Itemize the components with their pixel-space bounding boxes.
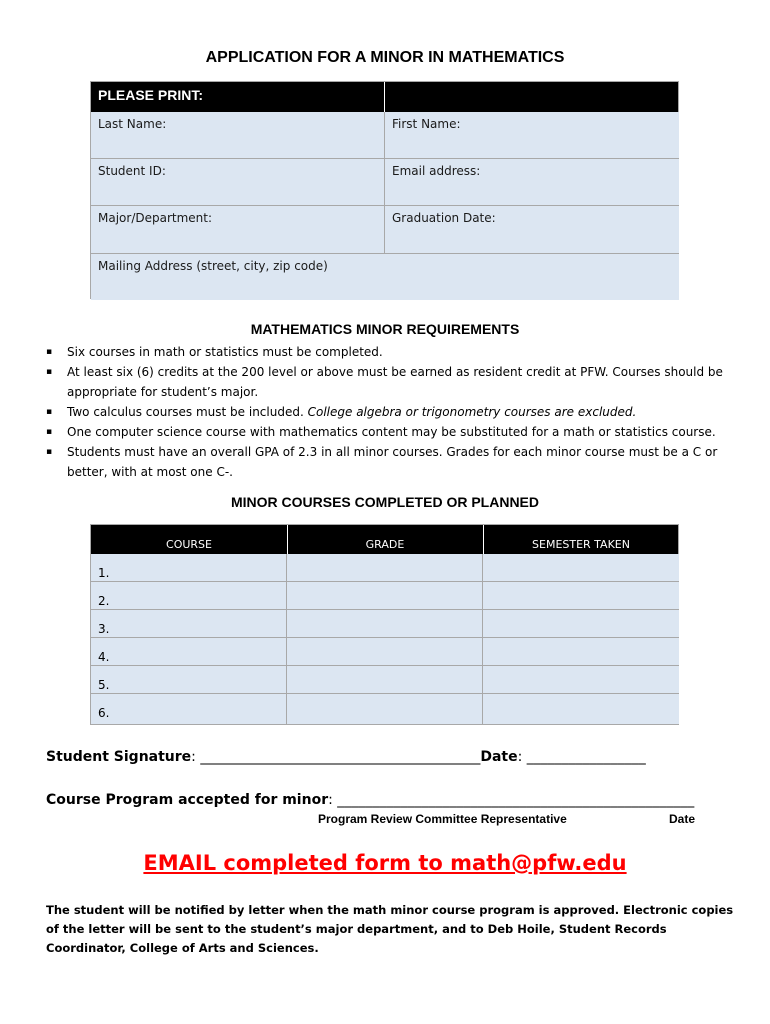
semester-cell[interactable] bbox=[483, 638, 679, 666]
please-print-label: PLEASE PRINT: bbox=[98, 87, 204, 103]
courses-heading: MINOR COURSES COMPLETED OR PLANNED bbox=[230, 494, 539, 510]
grade-cell[interactable] bbox=[287, 694, 483, 724]
requirements-list bbox=[46, 342, 736, 482]
grade-cell[interactable] bbox=[287, 666, 483, 694]
requirement-text: Two calculus courses must be included. bbox=[67, 405, 304, 419]
column-header-course: COURSE bbox=[166, 538, 212, 551]
student-signature-line[interactable] bbox=[46, 749, 646, 765]
bullet-icon: ▪ bbox=[46, 447, 53, 457]
program-accepted-label: Course Program accepted for minor bbox=[46, 792, 329, 808]
table-row bbox=[91, 554, 679, 582]
semester-cell[interactable] bbox=[483, 694, 679, 724]
signature-blank[interactable]: ________________________________________ bbox=[195, 749, 481, 765]
courses-table bbox=[90, 524, 679, 725]
courses-header-row bbox=[91, 525, 678, 554]
grade-cell[interactable] bbox=[287, 610, 483, 638]
semester-cell[interactable] bbox=[483, 554, 679, 582]
semester-cell[interactable] bbox=[483, 582, 679, 610]
requirement-text: Six courses in math or statistics must be completed. bbox=[67, 345, 383, 359]
first-name-field[interactable]: First Name: bbox=[385, 112, 679, 159]
course-cell[interactable]: 1. bbox=[91, 554, 287, 582]
mailing-address-field[interactable]: Mailing Address (street, city, zip code) bbox=[91, 254, 679, 300]
requirements-heading: MATHEMATICS MINOR REQUIREMENTS bbox=[250, 321, 520, 337]
grade-cell[interactable] bbox=[287, 582, 483, 610]
date-blank[interactable]: _________________ bbox=[522, 749, 646, 765]
bullet-icon: ▪ bbox=[46, 427, 53, 437]
list-item bbox=[46, 422, 736, 442]
column-header-semester: SEMESTER TAKEN bbox=[532, 538, 630, 551]
table-row bbox=[91, 666, 679, 694]
list-item bbox=[46, 402, 736, 422]
bullet-icon: ▪ bbox=[46, 367, 53, 377]
colon: : bbox=[191, 749, 196, 765]
student-signature-label: Student Signature bbox=[46, 749, 192, 765]
semester-cell[interactable] bbox=[483, 610, 679, 638]
course-cell[interactable]: 5. bbox=[91, 666, 287, 694]
grade-cell[interactable] bbox=[287, 638, 483, 666]
student-id-field[interactable]: Student ID: bbox=[91, 159, 385, 206]
last-name-field[interactable]: Last Name: bbox=[91, 112, 385, 159]
bullet-icon: ▪ bbox=[46, 347, 53, 357]
notification-notice: The student will be notified by letter when the math minor course program is approved. Electronic copies of the letter will be sent to the student’s major department, and to Deb Hoile, Student Records Coordinator, College of Arts and Sciences. bbox=[46, 903, 734, 955]
table-row bbox=[91, 694, 679, 722]
program-acceptance-line[interactable] bbox=[46, 792, 694, 808]
email-address-field[interactable]: Email address: bbox=[385, 159, 679, 206]
program-blank[interactable]: ___________________________________________________ bbox=[332, 792, 695, 808]
email-instruction-link[interactable]: EMAIL completed form to math@pfw.edu bbox=[143, 851, 627, 875]
column-header-grade: GRADE bbox=[365, 538, 405, 551]
major-department-field[interactable]: Major/Department: bbox=[91, 206, 385, 254]
course-cell[interactable]: 6. bbox=[91, 694, 287, 724]
list-item bbox=[46, 442, 736, 482]
table-row bbox=[91, 582, 679, 610]
bullet-icon: ▪ bbox=[46, 407, 53, 417]
requirement-text: Students must have an overall GPA of 2.3 in all minor courses. Grades for each minor course must be a C or better, with at most one C-. bbox=[67, 445, 718, 479]
requirement-note: College algebra or trigonometry courses are excluded. bbox=[307, 405, 637, 419]
semester-cell[interactable] bbox=[483, 666, 679, 694]
applicant-info-table bbox=[90, 81, 679, 299]
representative-caption: Program Review Committee Representative bbox=[318, 812, 567, 826]
date-label: Date bbox=[480, 749, 518, 765]
grade-cell[interactable] bbox=[287, 554, 483, 582]
requirement-text: One computer science course with mathematics content may be substituted for a math or statistics course. bbox=[67, 425, 716, 439]
course-cell[interactable]: 4. bbox=[91, 638, 287, 666]
form-title: APPLICATION FOR A MINOR IN MATHEMATICS bbox=[205, 49, 565, 66]
list-item bbox=[46, 342, 736, 362]
course-cell[interactable]: 3. bbox=[91, 610, 287, 638]
table-row bbox=[91, 610, 679, 638]
course-cell[interactable]: 2. bbox=[91, 582, 287, 610]
header-divider bbox=[384, 82, 385, 112]
colon: : bbox=[517, 749, 523, 765]
graduation-date-field[interactable]: Graduation Date: bbox=[385, 206, 679, 254]
info-header-bar bbox=[91, 82, 678, 112]
requirement-text: At least six (6) credits at the 200 level or above must be earned as resident credit at PFW. Courses should be appropriate for student’s major. bbox=[67, 365, 723, 399]
date-caption: Date bbox=[669, 812, 696, 826]
colon: : bbox=[328, 792, 333, 808]
list-item bbox=[46, 362, 736, 402]
table-row bbox=[91, 638, 679, 666]
